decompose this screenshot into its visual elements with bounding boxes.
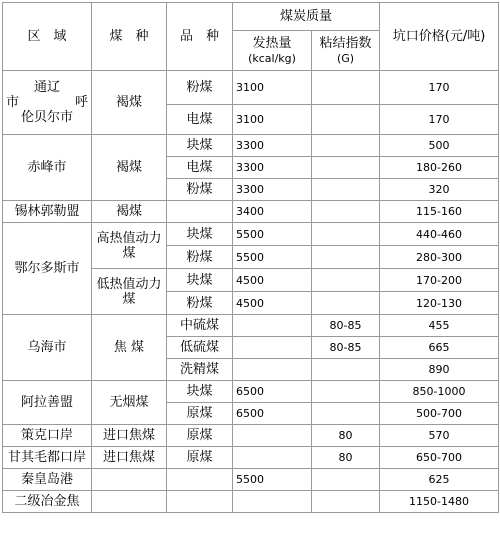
caking-cell (312, 359, 380, 381)
heat-cell: 3300 (233, 179, 312, 201)
caking-cell (312, 201, 380, 223)
coal-price-table (2, 2, 499, 513)
caking-cell: 80-85 (312, 315, 380, 337)
coal-cell: 进口焦煤 (92, 425, 167, 447)
price-cell: 1150-1480 (380, 491, 499, 513)
region-cell: 秦皇岛港 (3, 469, 92, 491)
price-cell: 500-700 (380, 403, 499, 425)
region-line: 伦贝尔市 (20, 110, 73, 125)
header-heat (233, 31, 312, 71)
heat-cell: 5500 (233, 246, 312, 269)
price-cell: 170-200 (380, 269, 499, 292)
caking-cell (312, 179, 380, 201)
caking-cell (312, 135, 380, 157)
variety-cell: 中硫煤 (167, 315, 233, 337)
heat-cell (233, 425, 312, 447)
heat-cell: 5500 (233, 223, 312, 246)
table-row (3, 469, 499, 491)
coal-cell: 进口焦煤 (92, 447, 167, 469)
variety-cell: 洗精煤 (167, 359, 233, 381)
coal-cell (92, 491, 167, 513)
price-cell: 665 (380, 337, 499, 359)
table-row (3, 135, 499, 157)
caking-cell: 80 (312, 425, 380, 447)
table-row (3, 71, 499, 105)
region-cell: 二级冶金焦 (3, 491, 92, 513)
price-cell: 280-300 (380, 246, 499, 269)
price-cell: 455 (380, 315, 499, 337)
caking-cell: 80-85 (312, 337, 380, 359)
price-cell: 180-260 (380, 157, 499, 179)
caking-cell (312, 491, 380, 513)
caking-cell (312, 403, 380, 425)
heat-cell (233, 491, 312, 513)
heat-cell: 3300 (233, 157, 312, 179)
variety-cell (167, 201, 233, 223)
header-variety: 品 种 (167, 3, 233, 71)
price-cell: 115-160 (380, 201, 499, 223)
coal-cell: 褐煤 (92, 71, 167, 135)
table-row (3, 315, 499, 337)
region-cell: 鄂尔多斯市 (3, 223, 92, 315)
variety-cell: 低硫煤 (167, 337, 233, 359)
header-price: 坑口价格(元/吨) (380, 3, 499, 71)
heat-cell: 4500 (233, 292, 312, 315)
region-line (6, 95, 88, 110)
header-heat-label: 发热量 (252, 35, 292, 51)
header-coal-type: 煤 种 (92, 3, 167, 71)
price-cell: 440-460 (380, 223, 499, 246)
heat-cell (233, 447, 312, 469)
header-quality: 煤炭质量 (233, 3, 380, 31)
price-cell: 850-1000 (380, 381, 499, 403)
region-cell: 策克口岸 (3, 425, 92, 447)
price-cell: 570 (380, 425, 499, 447)
heat-cell (233, 359, 312, 381)
table-row (3, 223, 499, 246)
table-row (3, 447, 499, 469)
heat-cell: 3300 (233, 135, 312, 157)
variety-cell: 粉煤 (167, 246, 233, 269)
variety-cell: 粉煤 (167, 292, 233, 315)
header-caking-unit: (G) (336, 51, 355, 65)
table-row (3, 425, 499, 447)
price-cell: 320 (380, 179, 499, 201)
variety-cell: 电煤 (167, 157, 233, 179)
table-row (3, 201, 499, 223)
price-cell: 500 (380, 135, 499, 157)
coal-cell: 高热值动力煤 (92, 223, 167, 269)
caking-cell (312, 246, 380, 269)
coal-cell: 褐煤 (92, 201, 167, 223)
header-caking (312, 31, 380, 71)
region-cell: 甘其毛都口岸 (3, 447, 92, 469)
coal-cell: 焦 煤 (92, 315, 167, 381)
region-cell: 阿拉善盟 (3, 381, 92, 425)
caking-cell (312, 157, 380, 179)
caking-cell (312, 223, 380, 246)
region-text: 呼 (74, 95, 88, 110)
price-cell: 120-130 (380, 292, 499, 315)
caking-cell (312, 71, 380, 105)
heat-cell (233, 315, 312, 337)
region-cell (3, 71, 92, 135)
header-heat-unit: (kcal/kg) (248, 51, 296, 65)
heat-cell: 3100 (233, 71, 312, 105)
table-row (3, 491, 499, 513)
heat-cell: 5500 (233, 469, 312, 491)
caking-cell: 80 (312, 447, 380, 469)
heat-cell (233, 337, 312, 359)
variety-cell: 原煤 (167, 403, 233, 425)
price-cell: 890 (380, 359, 499, 381)
caking-cell (312, 381, 380, 403)
price-cell: 650-700 (380, 447, 499, 469)
coal-cell: 褐煤 (92, 135, 167, 201)
heat-cell: 6500 (233, 381, 312, 403)
variety-cell (167, 469, 233, 491)
heat-cell: 3100 (233, 105, 312, 135)
heat-cell: 4500 (233, 269, 312, 292)
variety-cell: 原煤 (167, 425, 233, 447)
caking-cell (312, 269, 380, 292)
variety-cell: 粉煤 (167, 71, 233, 105)
heat-cell: 6500 (233, 403, 312, 425)
heat-cell: 3400 (233, 201, 312, 223)
table-row (3, 381, 499, 403)
variety-cell: 块煤 (167, 381, 233, 403)
variety-cell: 粉煤 (167, 179, 233, 201)
region-cell: 锡林郭勒盟 (3, 201, 92, 223)
coal-cell: 低热值动力煤 (92, 269, 167, 315)
region-cell: 乌海市 (3, 315, 92, 381)
coal-cell: 无烟煤 (92, 381, 167, 425)
region-cell: 赤峰市 (3, 135, 92, 201)
caking-cell (312, 105, 380, 135)
header-row-1 (3, 3, 499, 31)
header-region: 区 域 (3, 3, 92, 71)
price-cell: 170 (380, 105, 499, 135)
variety-cell (167, 491, 233, 513)
variety-cell: 电煤 (167, 105, 233, 135)
header-caking-label: 粘结指数 (319, 35, 372, 51)
variety-cell: 块煤 (167, 223, 233, 246)
price-cell: 170 (380, 71, 499, 105)
price-cell: 625 (380, 469, 499, 491)
caking-cell (312, 469, 380, 491)
caking-cell (312, 292, 380, 315)
variety-cell: 块煤 (167, 269, 233, 292)
region-text: 市 (6, 95, 20, 110)
variety-cell: 原煤 (167, 447, 233, 469)
region-line: 通辽 (33, 80, 60, 95)
coal-cell (92, 469, 167, 491)
variety-cell: 块煤 (167, 135, 233, 157)
